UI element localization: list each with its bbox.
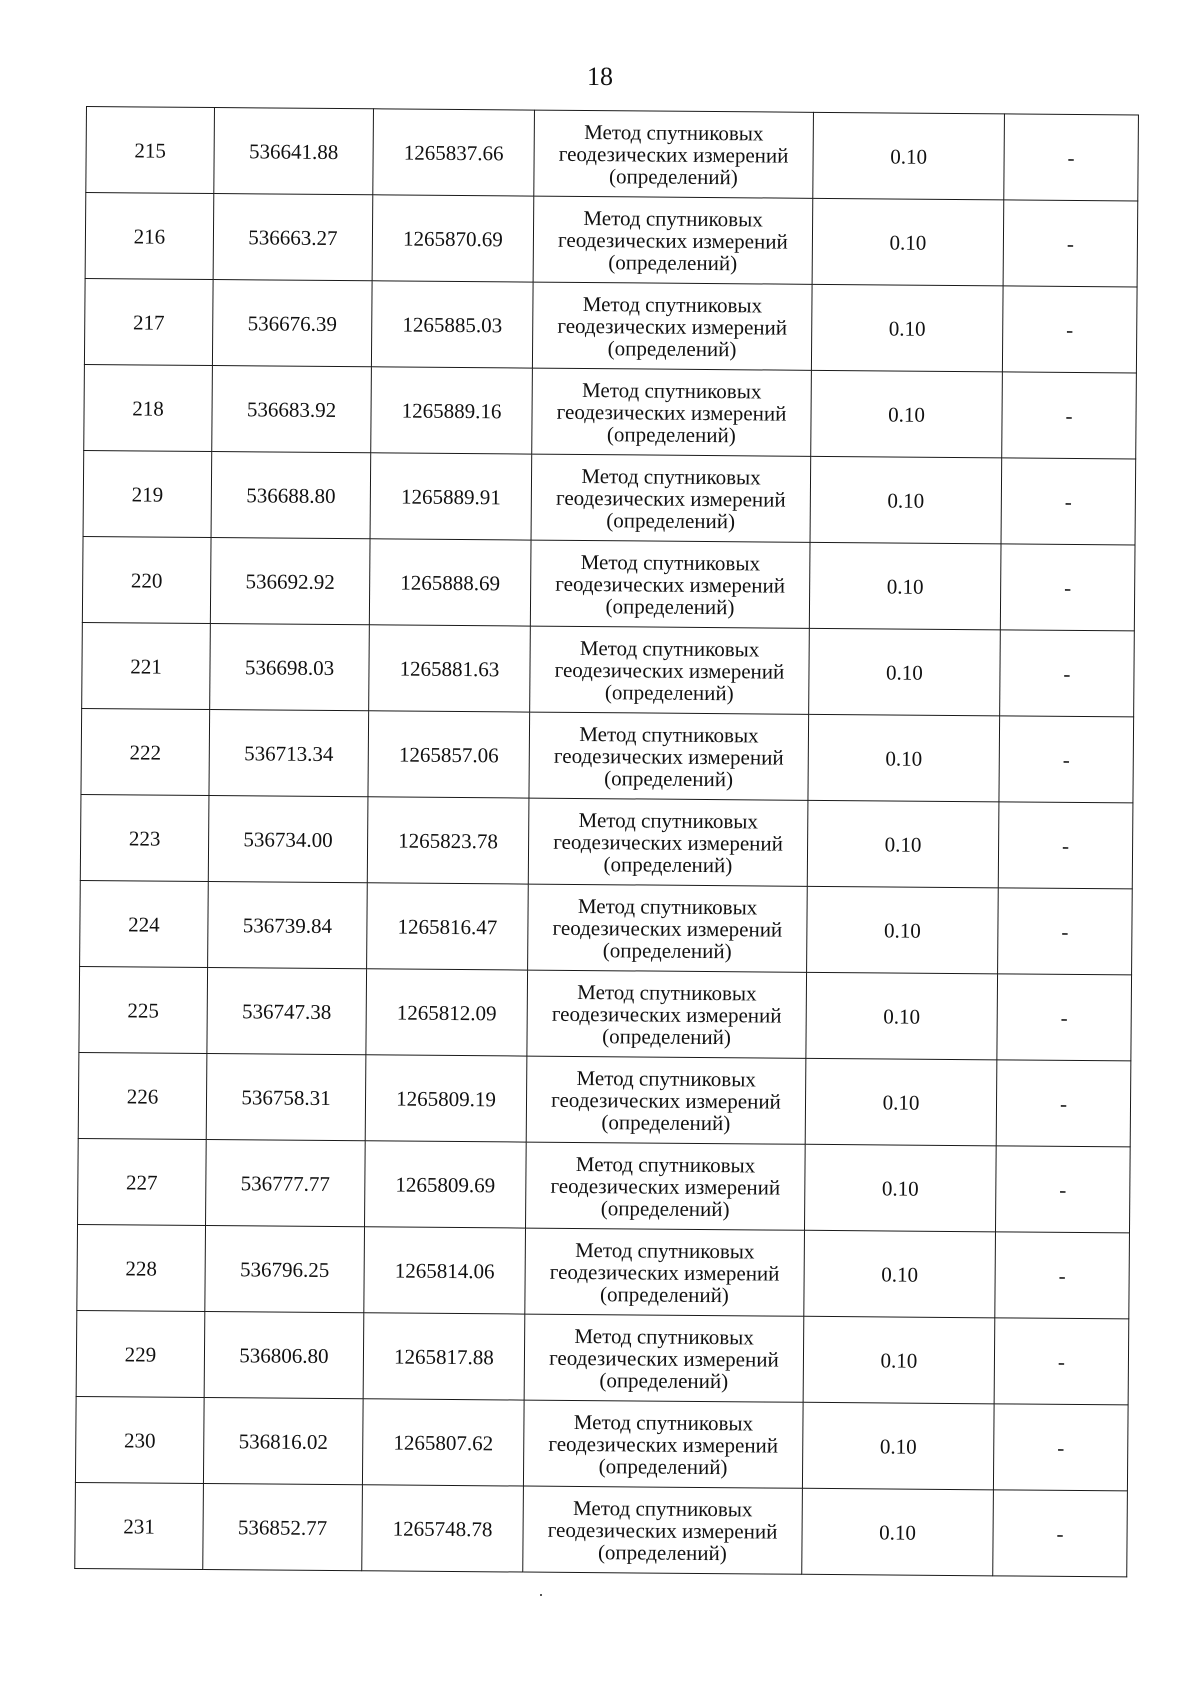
x-coordinate-cell: 536734.00	[208, 796, 368, 883]
method-text-line: (определений)	[606, 507, 736, 533]
x-coordinate-cell: 536806.80	[204, 1311, 364, 1398]
method-text-line: геодезических измерений	[553, 743, 784, 770]
y-coordinate-cell: 1265885.03	[371, 281, 533, 368]
accuracy-cell: 0.10	[809, 628, 1001, 716]
x-coordinate-cell: 536663.27	[213, 194, 373, 281]
accuracy-cell: 0.10	[802, 1488, 994, 1576]
method-text-line: Метод спутниковых	[583, 205, 763, 231]
table-row	[82, 536, 1135, 630]
page-number: 18	[587, 62, 613, 91]
scan-artifact-dot	[540, 1594, 542, 1596]
y-coordinate-cell: 1265881.63	[369, 625, 531, 712]
accuracy-cell: 0.10	[810, 456, 1002, 544]
method-cell	[523, 1400, 803, 1488]
method-cell	[523, 1486, 803, 1574]
method-cell	[528, 884, 808, 972]
accuracy-cell: 0.10	[812, 198, 1004, 286]
method-text-line: геодезических измерений	[555, 571, 786, 598]
table-row	[85, 193, 1138, 287]
point-number-cell: 228	[77, 1224, 206, 1311]
method-text-line: (определений)	[608, 163, 738, 189]
method-text-line: геодезических измерений	[551, 1087, 781, 1114]
point-number-cell: 223	[80, 794, 209, 881]
method-text-line: (определений)	[605, 593, 735, 619]
table-row	[82, 622, 1135, 716]
coordinates-table	[74, 106, 1139, 1577]
table-row	[78, 1138, 1131, 1232]
method-text-line: (определений)	[606, 421, 736, 447]
y-coordinate-cell: 1265889.91	[370, 453, 532, 540]
table-row	[75, 1482, 1128, 1576]
y-coordinate-cell: 1265812.09	[366, 969, 528, 1056]
method-cell	[525, 1228, 805, 1316]
accuracy-cell: 0.10	[811, 370, 1003, 458]
y-coordinate-cell: 1265809.19	[365, 1055, 527, 1142]
x-coordinate-cell: 536747.38	[207, 968, 367, 1055]
method-text-line: геодезических измерений	[549, 1259, 780, 1286]
point-number-cell: 220	[82, 536, 211, 623]
table-row	[83, 450, 1136, 544]
x-coordinate-cell: 536777.77	[206, 1139, 366, 1226]
y-coordinate-cell: 1265816.47	[367, 883, 529, 970]
method-text-line: геодезических измерений	[555, 485, 786, 512]
method-text-line: геодезических измерений	[551, 1001, 782, 1028]
table-row	[80, 794, 1133, 888]
table-row	[84, 278, 1137, 372]
accuracy-cell: 0.10	[804, 1230, 996, 1318]
y-coordinate-cell: 1265837.66	[373, 109, 535, 196]
method-text-line: геодезических измерений	[549, 1345, 779, 1372]
description-cell: -	[997, 974, 1132, 1061]
method-cell	[530, 540, 810, 628]
method-text-line: Метод спутниковых	[577, 893, 758, 919]
y-coordinate-cell: 1265889.16	[371, 367, 533, 454]
method-cell	[528, 798, 808, 886]
method-text-line: геодезических измерений	[553, 829, 784, 856]
table-row	[76, 1310, 1129, 1404]
accuracy-cell: 0.10	[807, 800, 999, 888]
y-coordinate-cell: 1265748.78	[362, 1485, 524, 1572]
x-coordinate-cell: 536713.34	[209, 710, 369, 797]
method-text-line: (определений)	[597, 1539, 727, 1565]
method-text-line: (определений)	[604, 765, 734, 791]
method-text-line: геодезических измерений	[548, 1431, 779, 1458]
x-coordinate-cell: 536683.92	[212, 366, 372, 453]
method-cell	[529, 712, 809, 800]
description-cell: -	[994, 1318, 1129, 1405]
method-text-line: Метод спутниковых	[581, 463, 761, 489]
x-coordinate-cell: 536698.03	[210, 624, 370, 711]
x-coordinate-cell: 536796.25	[205, 1225, 365, 1312]
description-cell: -	[1004, 114, 1139, 201]
x-coordinate-cell: 536816.02	[203, 1397, 363, 1484]
x-coordinate-cell: 536758.31	[206, 1054, 366, 1141]
point-number-cell: 225	[79, 966, 208, 1053]
method-text-line: (определений)	[602, 937, 732, 963]
x-coordinate-cell: 536676.39	[212, 280, 372, 367]
point-number-cell: 224	[80, 880, 209, 967]
point-number-cell: 227	[78, 1138, 207, 1225]
x-coordinate-cell: 536641.88	[214, 108, 374, 195]
point-number-cell: 215	[86, 107, 215, 194]
x-coordinate-cell: 536852.77	[203, 1483, 363, 1570]
description-cell: -	[1002, 372, 1137, 459]
method-cell	[524, 1314, 804, 1402]
method-cell	[527, 970, 807, 1058]
method-text-line: геодезических измерений	[557, 313, 788, 340]
method-text-line: геодезических измерений	[552, 915, 783, 942]
method-text-line: Метод спутниковых	[578, 807, 759, 833]
table-row	[80, 880, 1133, 974]
method-cell	[532, 368, 812, 456]
method-text-line: (определений)	[607, 335, 737, 361]
method-cell	[526, 1056, 806, 1144]
description-cell: -	[1002, 286, 1137, 373]
method-text-line: геодезических измерений	[550, 1173, 781, 1200]
method-cell	[534, 110, 814, 198]
method-text-line: (определений)	[598, 1453, 728, 1479]
method-text-line: Метод спутниковых	[574, 1323, 754, 1349]
method-text-line: геодезических измерений	[558, 141, 789, 168]
method-text-line: геодезических измерений	[558, 227, 788, 254]
description-cell: -	[1003, 200, 1138, 287]
method-text-line: геодезических измерений	[556, 399, 787, 426]
y-coordinate-cell: 1265809.69	[365, 1141, 527, 1228]
method-text-line: Метод спутниковых	[579, 721, 759, 747]
method-text-line: (определений)	[600, 1195, 730, 1221]
method-text-line: (определений)	[599, 1281, 729, 1307]
method-text-line: (определений)	[599, 1367, 729, 1393]
y-coordinate-cell: 1265870.69	[372, 195, 534, 282]
method-text-line: геодезических измерений	[554, 657, 785, 684]
point-number-cell: 216	[85, 193, 214, 280]
accuracy-cell: 0.10	[802, 1402, 994, 1490]
method-cell	[530, 626, 810, 714]
x-coordinate-cell: 536739.84	[208, 882, 368, 969]
description-cell: -	[995, 1146, 1130, 1233]
point-number-cell: 222	[81, 708, 210, 795]
y-coordinate-cell: 1265814.06	[364, 1227, 526, 1314]
table-row	[81, 708, 1134, 802]
method-text-line: Метод спутниковых	[576, 1065, 756, 1091]
point-number-cell: 226	[78, 1052, 207, 1139]
point-number-cell: 231	[75, 1482, 204, 1569]
y-coordinate-cell: 1265888.69	[369, 539, 531, 626]
method-cell	[533, 196, 813, 284]
method-text-line: Метод спутниковых	[579, 635, 760, 661]
method-text-line: Метод спутниковых	[581, 377, 762, 403]
point-number-cell: 221	[82, 622, 211, 709]
accuracy-cell: 0.10	[813, 112, 1005, 200]
method-text-line: Метод спутниковых	[573, 1409, 754, 1435]
accuracy-cell: 0.10	[803, 1316, 995, 1404]
accuracy-cell: 0.10	[809, 542, 1001, 630]
method-text-line: (определений)	[604, 679, 734, 705]
description-cell: -	[993, 1490, 1128, 1577]
description-cell: -	[993, 1404, 1128, 1491]
method-text-line: Метод спутниковых	[584, 119, 764, 145]
method-cell	[531, 454, 811, 542]
accuracy-cell: 0.10	[806, 972, 998, 1060]
description-cell: -	[996, 1060, 1131, 1147]
method-text-line: Метод спутниковых	[572, 1495, 753, 1521]
method-text-line: (определений)	[602, 1023, 732, 1049]
table-row	[75, 1396, 1128, 1490]
method-text-line: Метод спутниковых	[577, 979, 757, 1005]
method-text-line: геодезических измерений	[547, 1517, 778, 1544]
accuracy-cell: 0.10	[808, 714, 1000, 802]
point-number-cell: 217	[84, 278, 213, 365]
table-row	[78, 1052, 1131, 1146]
accuracy-cell: 0.10	[811, 284, 1003, 372]
table-row	[86, 107, 1139, 201]
point-number-cell: 218	[84, 364, 213, 451]
y-coordinate-cell: 1265817.88	[363, 1313, 525, 1400]
method-text-line: Метод спутниковых	[580, 549, 761, 575]
description-cell: -	[1001, 458, 1136, 545]
point-number-cell: 229	[76, 1310, 205, 1397]
table-row	[79, 966, 1132, 1060]
method-text-line: (определений)	[601, 1109, 731, 1135]
method-text-line: Метод спутниковых	[575, 1237, 755, 1263]
method-text-line: Метод спутниковых	[575, 1151, 756, 1177]
description-cell: -	[1000, 630, 1135, 717]
method-cell	[526, 1142, 806, 1230]
x-coordinate-cell: 536688.80	[211, 452, 371, 539]
description-cell: -	[998, 802, 1133, 889]
accuracy-cell: 0.10	[804, 1144, 996, 1232]
y-coordinate-cell: 1265823.78	[367, 797, 529, 884]
coordinates-table-container	[74, 106, 1132, 1577]
x-coordinate-cell: 536692.92	[210, 538, 370, 625]
method-text-line: (определений)	[608, 249, 738, 275]
method-text-line: (определений)	[603, 851, 733, 877]
description-cell: -	[995, 1232, 1130, 1319]
method-text-line: Метод спутниковых	[582, 291, 763, 317]
table-row	[77, 1224, 1130, 1318]
coordinates-table-body	[75, 107, 1139, 1577]
point-number-cell: 230	[75, 1396, 204, 1483]
table-row	[84, 364, 1137, 458]
y-coordinate-cell: 1265807.62	[362, 1399, 524, 1486]
accuracy-cell: 0.10	[807, 886, 999, 974]
description-cell: -	[999, 716, 1134, 803]
accuracy-cell: 0.10	[805, 1058, 997, 1146]
description-cell: -	[1000, 544, 1135, 631]
description-cell: -	[998, 888, 1133, 975]
point-number-cell: 219	[83, 450, 212, 537]
method-cell	[532, 282, 812, 370]
y-coordinate-cell: 1265857.06	[368, 711, 530, 798]
